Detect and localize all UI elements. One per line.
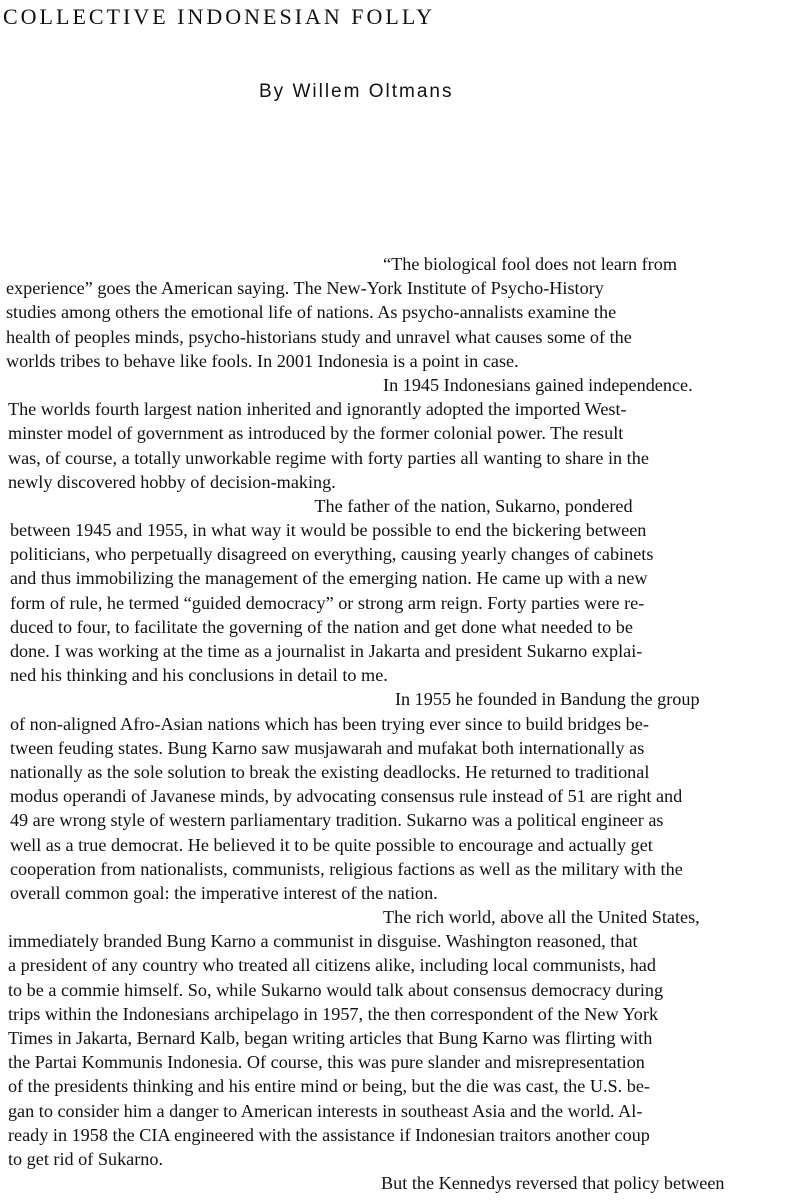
text-line: was, of course, a totally unworkable regime with forty parties all wanting to share in the	[7, 447, 649, 468]
text-line: a president of any country who treated all citizens alike, including local communists, had	[7, 955, 656, 976]
text-line: newly discovered hobby of decision-making.	[7, 471, 336, 492]
text-line: done. I was working at the time as a journalist in Jakarta and president Sukarno explai-	[9, 641, 643, 661]
text-line: worlds tribes to behave like fools. In 2001 Indonesia is a point in case.	[5, 350, 519, 371]
text-line: of non-aligned Afro-Asian nations which has been trying ever since to build bridges be-	[9, 713, 649, 734]
document-title: COLLECTIVE INDONESIAN FOLLY	[3, 4, 435, 29]
text-line: In 1955 he founded in Bandung the group	[394, 689, 700, 710]
text-line: studies among others the emotional life of nations. As psycho-annalists examine the	[5, 302, 617, 323]
author-byline: By Willem Oltmans	[259, 81, 454, 102]
text-line: the Partai Kommunis Indonesia. Of course, this was pure slander and misrepresentation	[7, 1052, 645, 1073]
text-line: minster model of government as introduced by the former colonial power. The result	[7, 423, 624, 444]
text-line: overall common goal: the imperative interest of the nation.	[9, 882, 438, 903]
article-body	[0, 252, 790, 1195]
text-line: of the presidents thinking and his entire mind or being, but the die was cast, the U.S. be-	[7, 1076, 650, 1097]
text-line: nationally as the sole solution to break the existing deadlocks. He returned to traditional	[9, 761, 650, 782]
text-line: form of rule, he termed “guided democracy” or strong arm reign. Forty parties were re-	[9, 592, 645, 613]
text-line: duced to four, to facilitate the governing of the nation and get done what needed to be	[9, 616, 633, 637]
text-line: Times in Jakarta, Bernard Kalb, began writing articles that Bung Karno was flirting with	[7, 1028, 653, 1048]
text-line: trips within the Indonesians archipelago in 1957, the then correspondent of the New York	[7, 1003, 659, 1024]
text-line: The worlds fourth largest nation inherited and ignorantly adopted the imported West-	[7, 399, 627, 420]
text-line: well as a true democrat. He believed it to be quite possible to encourage and actually get	[9, 834, 653, 855]
text-line: immediately branded Bung Karno a communist in disguise. Washington reasoned, that	[7, 931, 638, 952]
text-line: tween feuding states. Bung Karno saw musjawarah and mufakat both internationally as	[9, 737, 645, 758]
text-line: modus operandi of Javanese minds, by advocating consensus rule instead of 51 are right and	[9, 786, 683, 807]
text-line: But the Kennedys reversed that policy between	[381, 1173, 725, 1194]
text-line: In 1945 Indonesians gained independence.	[383, 374, 693, 395]
text-line: between 1945 and 1955, in what way it would be possible to end the bickering between	[9, 520, 647, 541]
text-line: and thus immobilizing the management of the emerging nation. He came up with a new	[9, 568, 648, 589]
text-line: health of peoples minds, psycho-historians study and unravel what causes some of the	[5, 326, 632, 347]
text-line: 49 are wrong style of western parliamentary tradition. Sukarno was a political engineer as	[9, 810, 664, 831]
text-line: experience” goes the American saying. The New-York Institute of Psycho-History	[5, 278, 604, 299]
text-line: politicians, who perpetually disagreed on everything, causing yearly changes of cabinets	[9, 544, 654, 565]
text-line: The father of the nation, Sukarno, pondered	[314, 495, 633, 516]
text-line: to be a commie himself. So, while Sukarno would talk about consensus democracy during	[7, 979, 664, 1000]
text-line: “The biological fool does not learn from	[383, 254, 677, 274]
text-line: cooperation from nationalists, communists, religious factions as well as the military with the	[9, 858, 683, 879]
text-line: ned his thinking and his conclusions in detail to me.	[9, 665, 388, 686]
text-line: The rich world, above all the United States,	[383, 907, 700, 928]
text-line: ready in 1958 the CIA engineered with the assistance if Indonesian traitors another coup	[7, 1124, 650, 1145]
text-line: gan to consider him a danger to American interests in southeast Asia and the world. Al-	[7, 1100, 643, 1121]
text-line: to get rid of Sukarno.	[7, 1148, 164, 1169]
